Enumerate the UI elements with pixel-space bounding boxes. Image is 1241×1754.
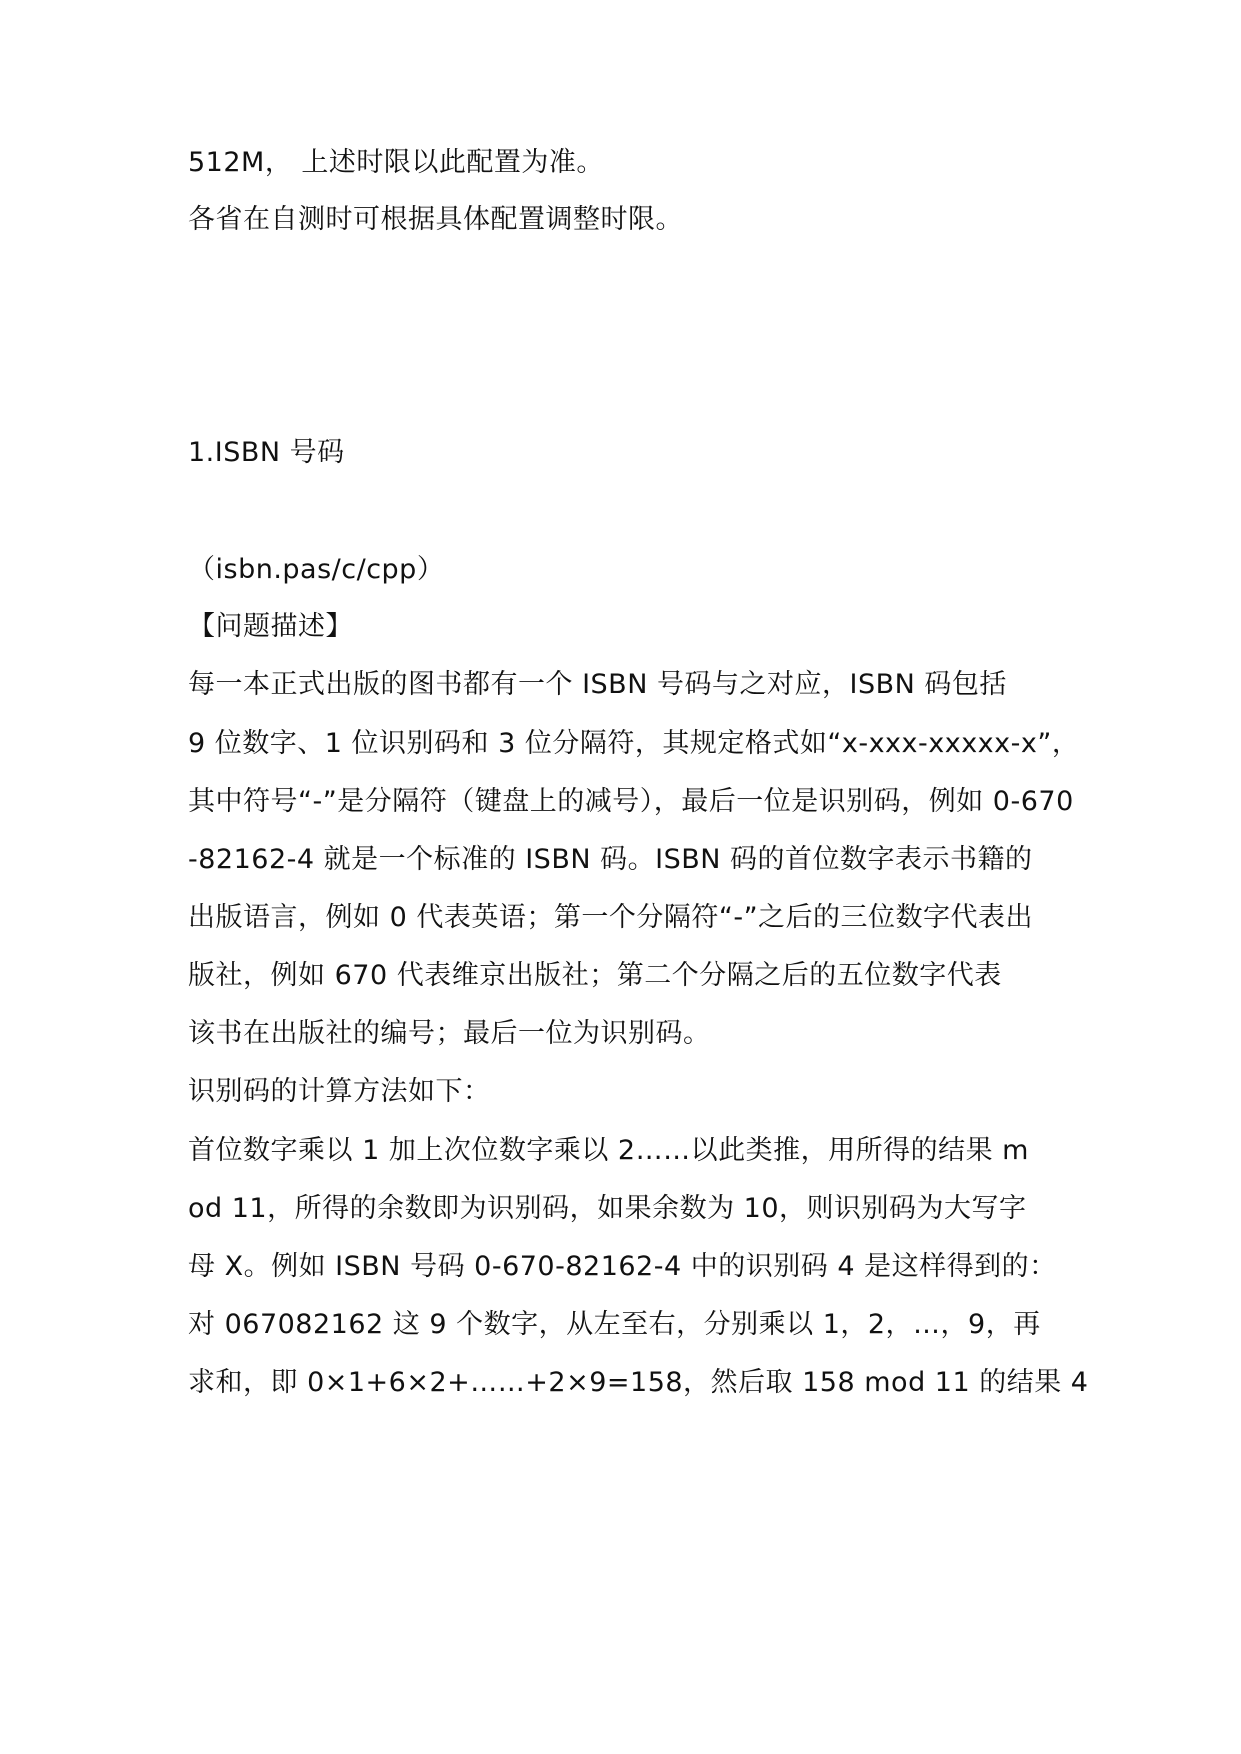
paragraph1-line-3: 其中符号“-”是分隔符（键盘上的减号），最后一位是识别码，例如 0-670 xyxy=(188,786,1074,817)
paragraph1-line-7: 该书在出版社的编号；最后一位为识别码。 xyxy=(188,1018,711,1049)
section-title: 1.ISBN 号码 xyxy=(188,437,345,468)
paragraph1-line-4: -82162-4 就是一个标准的 ISBN 码。ISBN 码的首位数字表示书籍的 xyxy=(188,844,1033,875)
paragraph2-line-4: 对 067082162 这 9 个数字，从左至右，分别乘以 1，2，…，9，再 xyxy=(188,1309,1041,1340)
paragraph2-line-1: 首位数字乘以 1 加上次位数字乘以 2……以此类推，用所得的结果 m xyxy=(188,1135,1029,1166)
paragraph1-line-6: 版社，例如 670 代表维京出版社；第二个分隔之后的五位数字代表 xyxy=(188,960,1002,991)
paragraph1-line-5: 出版语言，例如 0 代表英语；第一个分隔符“-”之后的三位数字代表出 xyxy=(188,902,1034,933)
paragraph2-line-2: od 11，所得的余数即为识别码，如果余数为 10，则识别码为大写字 xyxy=(188,1193,1027,1224)
paragraph1-line-1: 每一本正式出版的图书都有一个 ISBN 号码与之对应，ISBN 码包括 xyxy=(188,669,1007,700)
paragraph2-line-3: 母 X。例如 ISBN 号码 0-670-82162-4 中的识别码 4 是这样得到的： xyxy=(188,1251,1057,1282)
paragraph1-line-2: 9 位数字、1 位识别码和 3 位分隔符，其规定格式如“x-xxx-xxxxx-x”， xyxy=(188,728,1080,759)
problem-header: 【问题描述】 xyxy=(188,611,353,642)
calc-header: 识别码的计算方法如下： xyxy=(188,1076,491,1107)
file-names: （isbn.pas/c/cpp） xyxy=(188,554,445,585)
intro-line-1: 512M， 上述时限以此配置为准。 xyxy=(188,147,604,178)
intro-line-2: 各省在自测时可根据具体配置调整时限。 xyxy=(188,204,683,235)
paragraph2-line-5: 求和，即 0×1+6×2+……+2×9=158，然后取 158 mod 11 的结果 4 xyxy=(188,1367,1089,1398)
